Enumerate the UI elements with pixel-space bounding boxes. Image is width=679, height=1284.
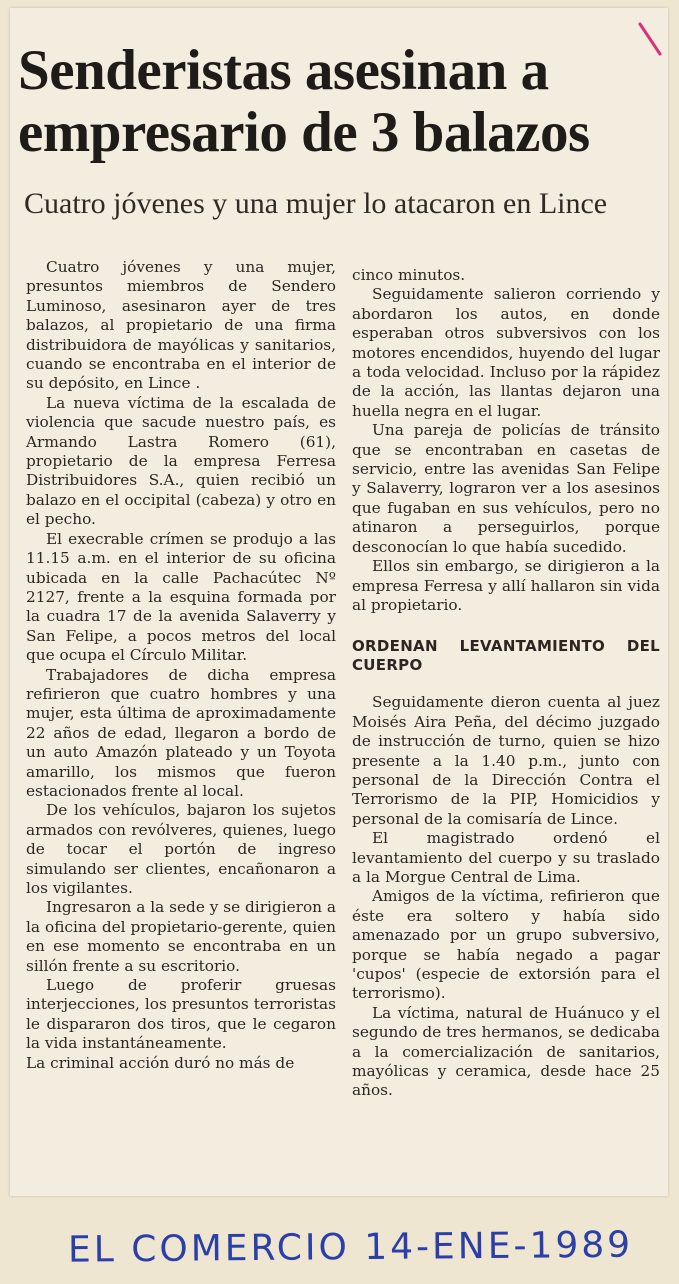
headline-line-2: empresario de 3 balazos [18, 101, 590, 164]
paragraph: Amigos de la víctima, refirieron que éste era soltero y había sido amenazado por un grupo subversivo, porque se había negado a pagar 'cupos' (especie de extorsión para el terrorismo). [352, 887, 660, 1003]
subheadline: Cuatro jóvenes y una mujer lo atacaron en Lince [24, 187, 608, 220]
paragraph: Seguidamente salieron corriendo y abordaron los autos, en donde esperaban otros subversivos con los motores encendidos, huyendo del lugar a toda velocidad. Incluso por la rápidez de la acción, las llantas dejaron una huella negra en el lugar. [352, 285, 660, 420]
paragraph: Ingresaron a la sede y se dirigieron a la oficina del propietario-gerente, quien en ese momento se encontraba en un sillón frente a su escritorio. [26, 898, 336, 975]
paragraph: De los vehículos, bajaron los sujetos armados con revólveres, quienes, luego de tocar el portón de ingreso simulando ser clientes, encañonaron a los vigilantes. [26, 801, 336, 897]
paragraph: La víctima, natural de Huánuco y el segundo de tres hermanos, se dedicaba a la comercialización de sanitarios, mayólicas y ceramica, desde hace 25 años. [352, 1003, 660, 1100]
paragraph: Seguidamente dieron cuenta al juez Moisés Aira Peña, del décimo juzgado de instrucción de turno, quien se hizo presente a la 1.40 p.m., junto con personal de la Dirección Contra el Terrorismo de la PIP, Homicidios y personal de la comisaría de Lince. [352, 693, 660, 828]
paragraph: Una pareja de policías de tránsito que se encontraban en casetas de servicio, entre las avenidas San Felipe y Salaverry, lograron ver a los asesinos que fugaban en sus vehículos, pero no atinaron a perseguirlos, porque desconocían lo que había sucedido. [352, 421, 660, 556]
section-heading: ORDENAN LEVANTAMIENTO DEL CUERPO [352, 637, 660, 675]
headline [18, 40, 663, 164]
paragraph: Luego de proferir gruesas interjecciones, los presuntos terroristas le dispararon dos tiros, que le cegaron la vida instantáneamente. [26, 976, 336, 1053]
paragraph: El execrable crímen se produjo a las 11.15 a.m. en el interior de su oficina ubicada en la calle Pachacútec Nº 2127, frente a la esquina formada por la cuadra 17 de la avenida Salaverry y San Felipe, a pocos metros del local que ocupa el Círculo Militar. [26, 529, 336, 665]
left-column [26, 258, 336, 1073]
paragraph: La criminal acción duró no más de [26, 1053, 295, 1072]
right-column [352, 266, 660, 1101]
paragraph: Trabajadores de dicha empresa refirieron que cuatro hombres y una mujer, esta última de aproximadamente 22 años de edad, llegaron a bordo de un auto Amazón plateado y un Toyota amarillo, los mismos que fueron estacionados frente al local. [26, 665, 336, 800]
headline-line-1: Senderistas asesinan a [18, 39, 549, 102]
paragraph: El magistrado ordenó el levantamiento del cuerpo y su traslado a la Morgue Central de Lima. [352, 829, 660, 886]
source-date-stamp: EL COMERCIO 14-ENE-1989 [67, 1224, 634, 1271]
paragraph: cinco minutos. [352, 266, 466, 284]
paragraph: Cuatro jóvenes y una mujer, presuntos miembros de Sendero Luminoso, asesinaron ayer de tres balazos, al propietario de una firma distribuidora de mayólicas y sanitarios, cuando se encontraba en el interior de su depósito, en Lince . [26, 258, 336, 393]
paragraph: La nueva víctima de la escalada de violencia que sacude nuestro país, es Armando Lastra Romero (61), propietario de la empresa Ferresa Distribuidores S.A., quien recibió un balazo en el occipital (cabeza) y otro en el pecho. [26, 393, 336, 529]
paragraph: Ellos sin embargo, se dirigieron a la empresa Ferresa y allí hallaron sin vida al propietario. [352, 557, 660, 614]
